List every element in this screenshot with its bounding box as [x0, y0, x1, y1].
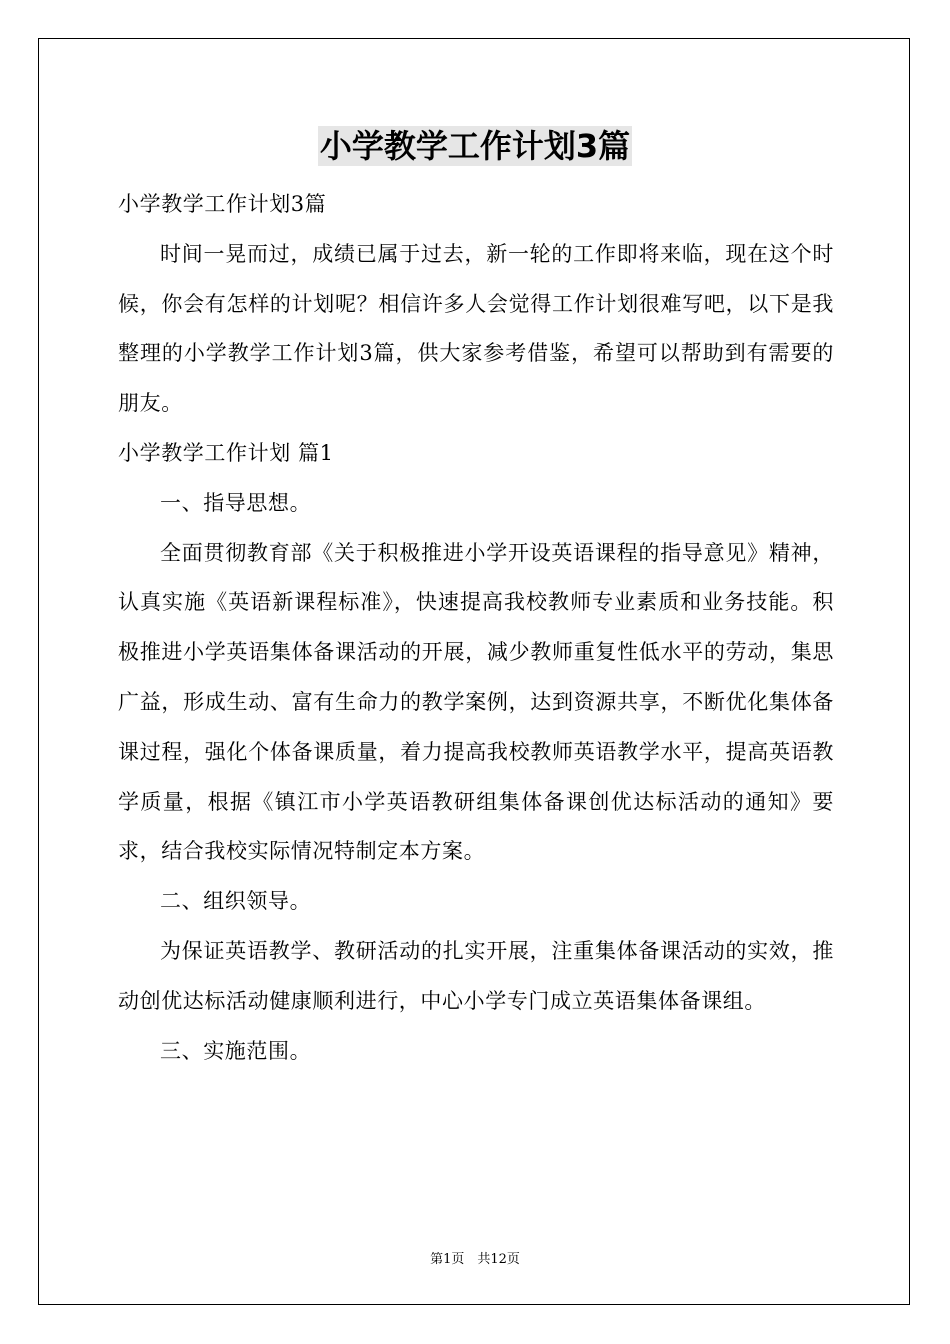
page-footer	[0, 1248, 950, 1267]
page-number: 第1页 共12页	[430, 1252, 520, 1267]
paragraph-organization: 为保证英语教学、教研活动的扎实开展，注重集体备课活动的实效，推动创优达标活动健康顺利进行，中心小学专门成立英语集体备课组。	[118, 938, 834, 1013]
heading-scope: 三、实施范围。	[160, 1038, 312, 1063]
heading-organization: 二、组织领导。	[160, 889, 312, 914]
intro-paragraph: 时间一晃而过，成绩已属于过去，新一轮的工作即将来临，现在这个时候，你会有怎样的计划呢？相信许多人会觉得工作计划很难写吧，以下是我整理的小学教学工作计划3篇，供大家参考借鉴，希望可以帮助到有需要的朋友。	[118, 241, 834, 416]
section-heading: 小学教学工作计划 篇1	[118, 440, 334, 465]
document-subtitle: 小学教学工作计划3篇	[118, 192, 327, 216]
document-title: 小学教学工作计划3篇	[319, 127, 631, 165]
document-body	[118, 180, 834, 1076]
document-title-block	[0, 126, 950, 166]
paragraph-guiding-ideology: 全面贯彻教育部《关于积极推进小学开设英语课程的指导意见》精神，认真实施《英语新课程标准》，快速提高我校教师专业素质和业务技能。积极推进小学英语集体备课活动的开展，减少教师重复性低水平的劳动，集思广益，形成生动、富有生命力的教学案例，达到资源共享，不断优化集体备课过程，强化个体备课质量，着力提高我校教师英语教学水平，提高英语教学质量，根据《镇江市小学英语教研组集体备课创优达标活动的通知》要求，结合我校实际情况特制定本方案。	[118, 540, 834, 864]
heading-guiding-ideology: 一、指导思想。	[160, 490, 312, 515]
